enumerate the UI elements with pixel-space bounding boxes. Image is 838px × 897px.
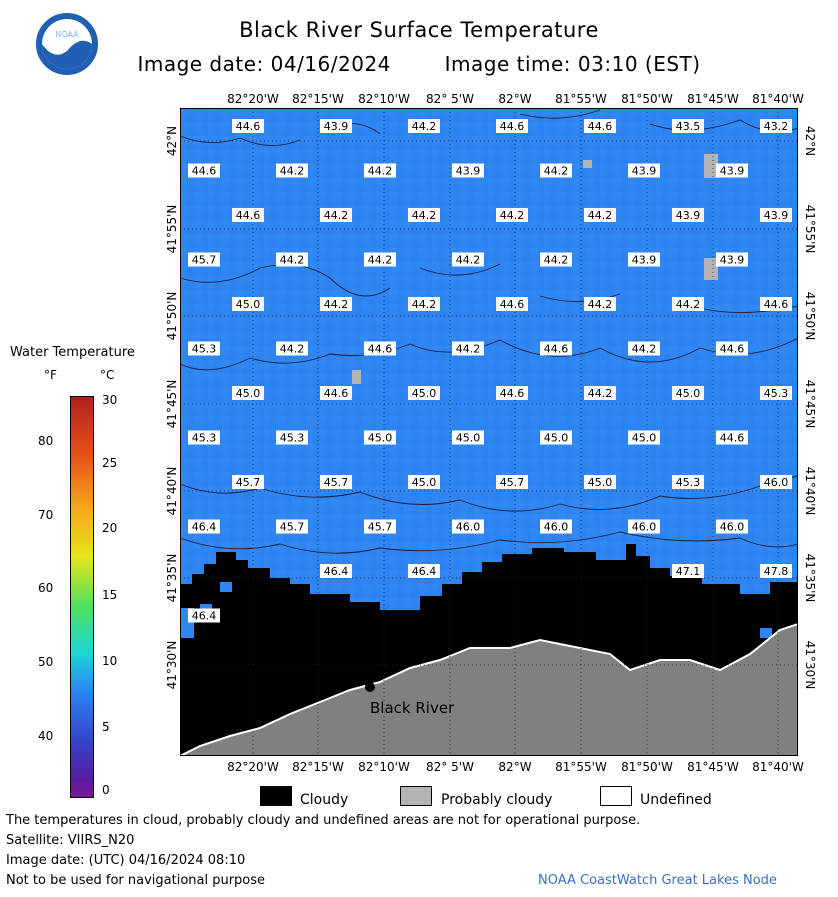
credit: NOAA CoastWatch Great Lakes Node (538, 873, 777, 888)
temperature-label: 44.2 (455, 342, 481, 356)
lat-label-right: 41°40'N (803, 466, 817, 516)
temperature-label: 44.2 (323, 298, 349, 311)
temperature-label: 44.6 (323, 387, 349, 400)
temperature-label: 43.9 (719, 164, 745, 178)
temperature-label: 45.0 (455, 431, 481, 445)
unit-f: °F (44, 368, 57, 382)
lon-label-bottom: 81°40'W (752, 760, 804, 774)
black-river-label: Black River (370, 699, 455, 717)
image-time: Image time: 03:10 (EST) (444, 52, 701, 76)
temperature-label: 44.2 (587, 209, 613, 222)
temperature-label: 44.2 (631, 342, 657, 356)
temperature-label: 44.6 (367, 342, 393, 356)
temperature-label: 45.7 (235, 476, 261, 489)
probably-cloudy-patch (704, 154, 718, 178)
temperature-label: 45.0 (235, 387, 261, 400)
temperature-label: 43.5 (675, 120, 701, 133)
c-tick: 15 (102, 588, 118, 602)
water-speck (760, 628, 772, 638)
lat-label-right: 41°45'N (803, 379, 817, 429)
temperature-label: 44.2 (411, 209, 437, 222)
temperature-label: 45.3 (763, 387, 789, 400)
disclaimer: The temperatures in cloud, probably cloudy and undefined areas are not for operational purpose. (6, 813, 641, 828)
probably-cloudy-patch (352, 370, 361, 384)
lon-label-top: 82°10'W (358, 92, 410, 106)
temperature-label: 45.0 (411, 476, 437, 489)
temperature-label: 46.0 (763, 476, 789, 489)
temperature-label: 44.2 (279, 164, 305, 178)
temperature-label: 44.2 (587, 387, 613, 400)
temperature-map (180, 108, 798, 756)
colorbar (70, 396, 94, 798)
lat-label-left: 41°35'N (165, 553, 179, 603)
temperature-label: 44.2 (279, 342, 305, 356)
temperature-label: 43.9 (763, 209, 789, 222)
legend-undefined-label: Undefined (640, 792, 712, 808)
lon-label-top: 81°55'W (555, 92, 607, 106)
water-speck (220, 582, 232, 592)
temperature-label: 44.6 (235, 209, 261, 222)
lat-label-right: 41°55'N (803, 204, 817, 254)
temperature-label: 43.9 (631, 253, 657, 267)
temperature-label: 46.4 (323, 565, 349, 578)
lat-label-right: 41°50'N (803, 291, 817, 341)
lon-label-top: 81°45'W (687, 92, 739, 106)
temperature-label: 45.7 (367, 520, 393, 534)
temperature-label: 45.7 (323, 476, 349, 489)
temperature-label: 44.6 (763, 298, 789, 311)
f-tick: 70 (38, 508, 54, 522)
temperature-label: 45.0 (675, 387, 701, 400)
temperature-label: 44.6 (719, 431, 745, 445)
f-tick: 60 (38, 581, 54, 595)
temperature-label: 44.6 (191, 164, 217, 178)
c-tick: 0 (102, 783, 110, 797)
temperature-label: 43.9 (719, 253, 745, 267)
page-title: Black River Surface Temperature (239, 18, 599, 42)
temperature-label: 44.2 (323, 209, 349, 222)
temperature-label: 43.9 (631, 164, 657, 178)
f-tick: 50 (38, 655, 54, 669)
black-river-marker (365, 682, 375, 692)
colorbar-title: Water Temperature (10, 345, 135, 360)
temperature-label: 45.7 (279, 520, 305, 534)
lat-label-right: 42°N (803, 125, 817, 157)
lon-label-top: 81°50'W (621, 92, 673, 106)
legend-cloudy-swatch (260, 786, 292, 806)
temperature-label: 45.0 (411, 387, 437, 400)
temperature-label: 46.0 (631, 520, 657, 534)
temperature-label: 43.9 (323, 120, 349, 133)
temperature-label: 44.2 (411, 120, 437, 133)
temperature-label: 45.0 (367, 431, 393, 445)
lat-label-left: 41°30'N (165, 640, 179, 690)
temperature-label: 44.6 (587, 120, 613, 133)
temperature-label: 45.0 (587, 476, 613, 489)
lon-label-top: 82°20'W (227, 92, 279, 106)
lon-label-top: 82°15'W (292, 92, 344, 106)
probably-cloudy-patch (583, 160, 592, 168)
nav-warning: Not to be used for navigational purpose (6, 873, 266, 888)
lat-label-left: 41°40'N (165, 466, 179, 516)
temperature-label: 45.7 (499, 476, 525, 489)
temperature-label: 46.4 (411, 565, 437, 578)
unit-c: °C (100, 368, 115, 382)
temperature-label: 44.6 (719, 342, 745, 356)
c-tick: 10 (102, 654, 118, 668)
c-tick: 25 (102, 456, 118, 470)
temperature-label: 45.3 (191, 431, 217, 445)
lon-label-bottom: 82°20'W (227, 760, 279, 774)
temperature-label: 46.0 (719, 520, 745, 534)
temperature-label: 44.2 (587, 298, 613, 311)
image-date: Image date: 04/16/2024 (137, 52, 391, 76)
lon-label-top: 81°40'W (752, 92, 804, 106)
temperature-label: 45.0 (631, 431, 657, 445)
f-tick: 80 (38, 434, 54, 448)
temperature-label: 45.3 (191, 342, 217, 356)
lon-label-bottom: 82°W (498, 760, 532, 774)
temperature-label: 45.0 (543, 431, 569, 445)
legend-probably-cloudy-swatch (400, 786, 432, 806)
temperature-label: 45.0 (235, 298, 261, 311)
satellite: Satellite: VIIRS_N20 (6, 833, 135, 848)
temperature-label: 44.6 (235, 120, 261, 133)
lat-label-left: 41°45'N (165, 379, 179, 429)
lat-label-left: 42°N (165, 125, 179, 157)
temperature-label: 45.7 (191, 253, 217, 267)
temperature-label: 45.3 (279, 431, 305, 445)
temperature-label: 47.8 (763, 565, 789, 578)
lon-label-top: 82° 5'W (426, 92, 474, 106)
temperature-label: 43.9 (675, 209, 701, 222)
temperature-label: 44.2 (411, 298, 437, 311)
legend-undefined-swatch (600, 786, 632, 806)
temperature-label: 45.3 (675, 476, 701, 489)
temperature-label: 46.0 (455, 520, 481, 534)
c-tick: 20 (102, 521, 118, 535)
temperature-label: 44.2 (367, 164, 393, 178)
noaa-logo-text: NOAA (55, 30, 79, 39)
image-datetime (0, 52, 838, 76)
lon-label-bottom: 82°10'W (358, 760, 410, 774)
temperature-label: 44.6 (543, 342, 569, 356)
temperature-label: 44.2 (675, 298, 701, 311)
temperature-label: 44.6 (499, 387, 525, 400)
temperature-label: 44.2 (279, 253, 305, 267)
lon-label-bottom: 82° 5'W (426, 760, 474, 774)
temperature-label: 44.2 (543, 164, 569, 178)
temperature-label: 46.0 (543, 520, 569, 534)
lon-label-bottom: 81°55'W (555, 760, 607, 774)
f-tick: 40 (38, 729, 54, 743)
lat-label-left: 41°55'N (165, 204, 179, 254)
lon-label-top: 82°W (498, 92, 532, 106)
c-tick: 5 (102, 720, 110, 734)
lat-label-right: 41°30'N (803, 640, 817, 690)
lon-label-bottom: 81°45'W (687, 760, 739, 774)
c-tick: 30 (102, 393, 118, 407)
temperature-label: 44.6 (499, 120, 525, 133)
temperature-label: 46.4 (191, 609, 217, 623)
utc-date: Image date: (UTC) 04/16/2024 08:10 (6, 853, 246, 868)
temperature-label: 47.1 (675, 565, 701, 578)
lat-label-left: 41°50'N (165, 291, 179, 341)
lat-label-right: 41°35'N (803, 553, 817, 603)
temperature-label: 43.9 (455, 164, 481, 178)
probably-cloudy-patch (704, 258, 718, 280)
temperature-label: 44.2 (367, 253, 393, 267)
temperature-label: 44.2 (499, 209, 525, 222)
temperature-label: 44.2 (543, 253, 569, 267)
temperature-label: 44.6 (499, 298, 525, 311)
temperature-label: 46.4 (191, 520, 217, 534)
lon-label-bottom: 81°50'W (621, 760, 673, 774)
legend-cloudy-label: Cloudy (300, 792, 349, 808)
lon-label-bottom: 82°15'W (292, 760, 344, 774)
legend-probably-cloudy-label: Probably cloudy (441, 792, 553, 808)
temperature-label: 43.2 (763, 120, 789, 133)
temperature-label: 44.2 (455, 253, 481, 267)
